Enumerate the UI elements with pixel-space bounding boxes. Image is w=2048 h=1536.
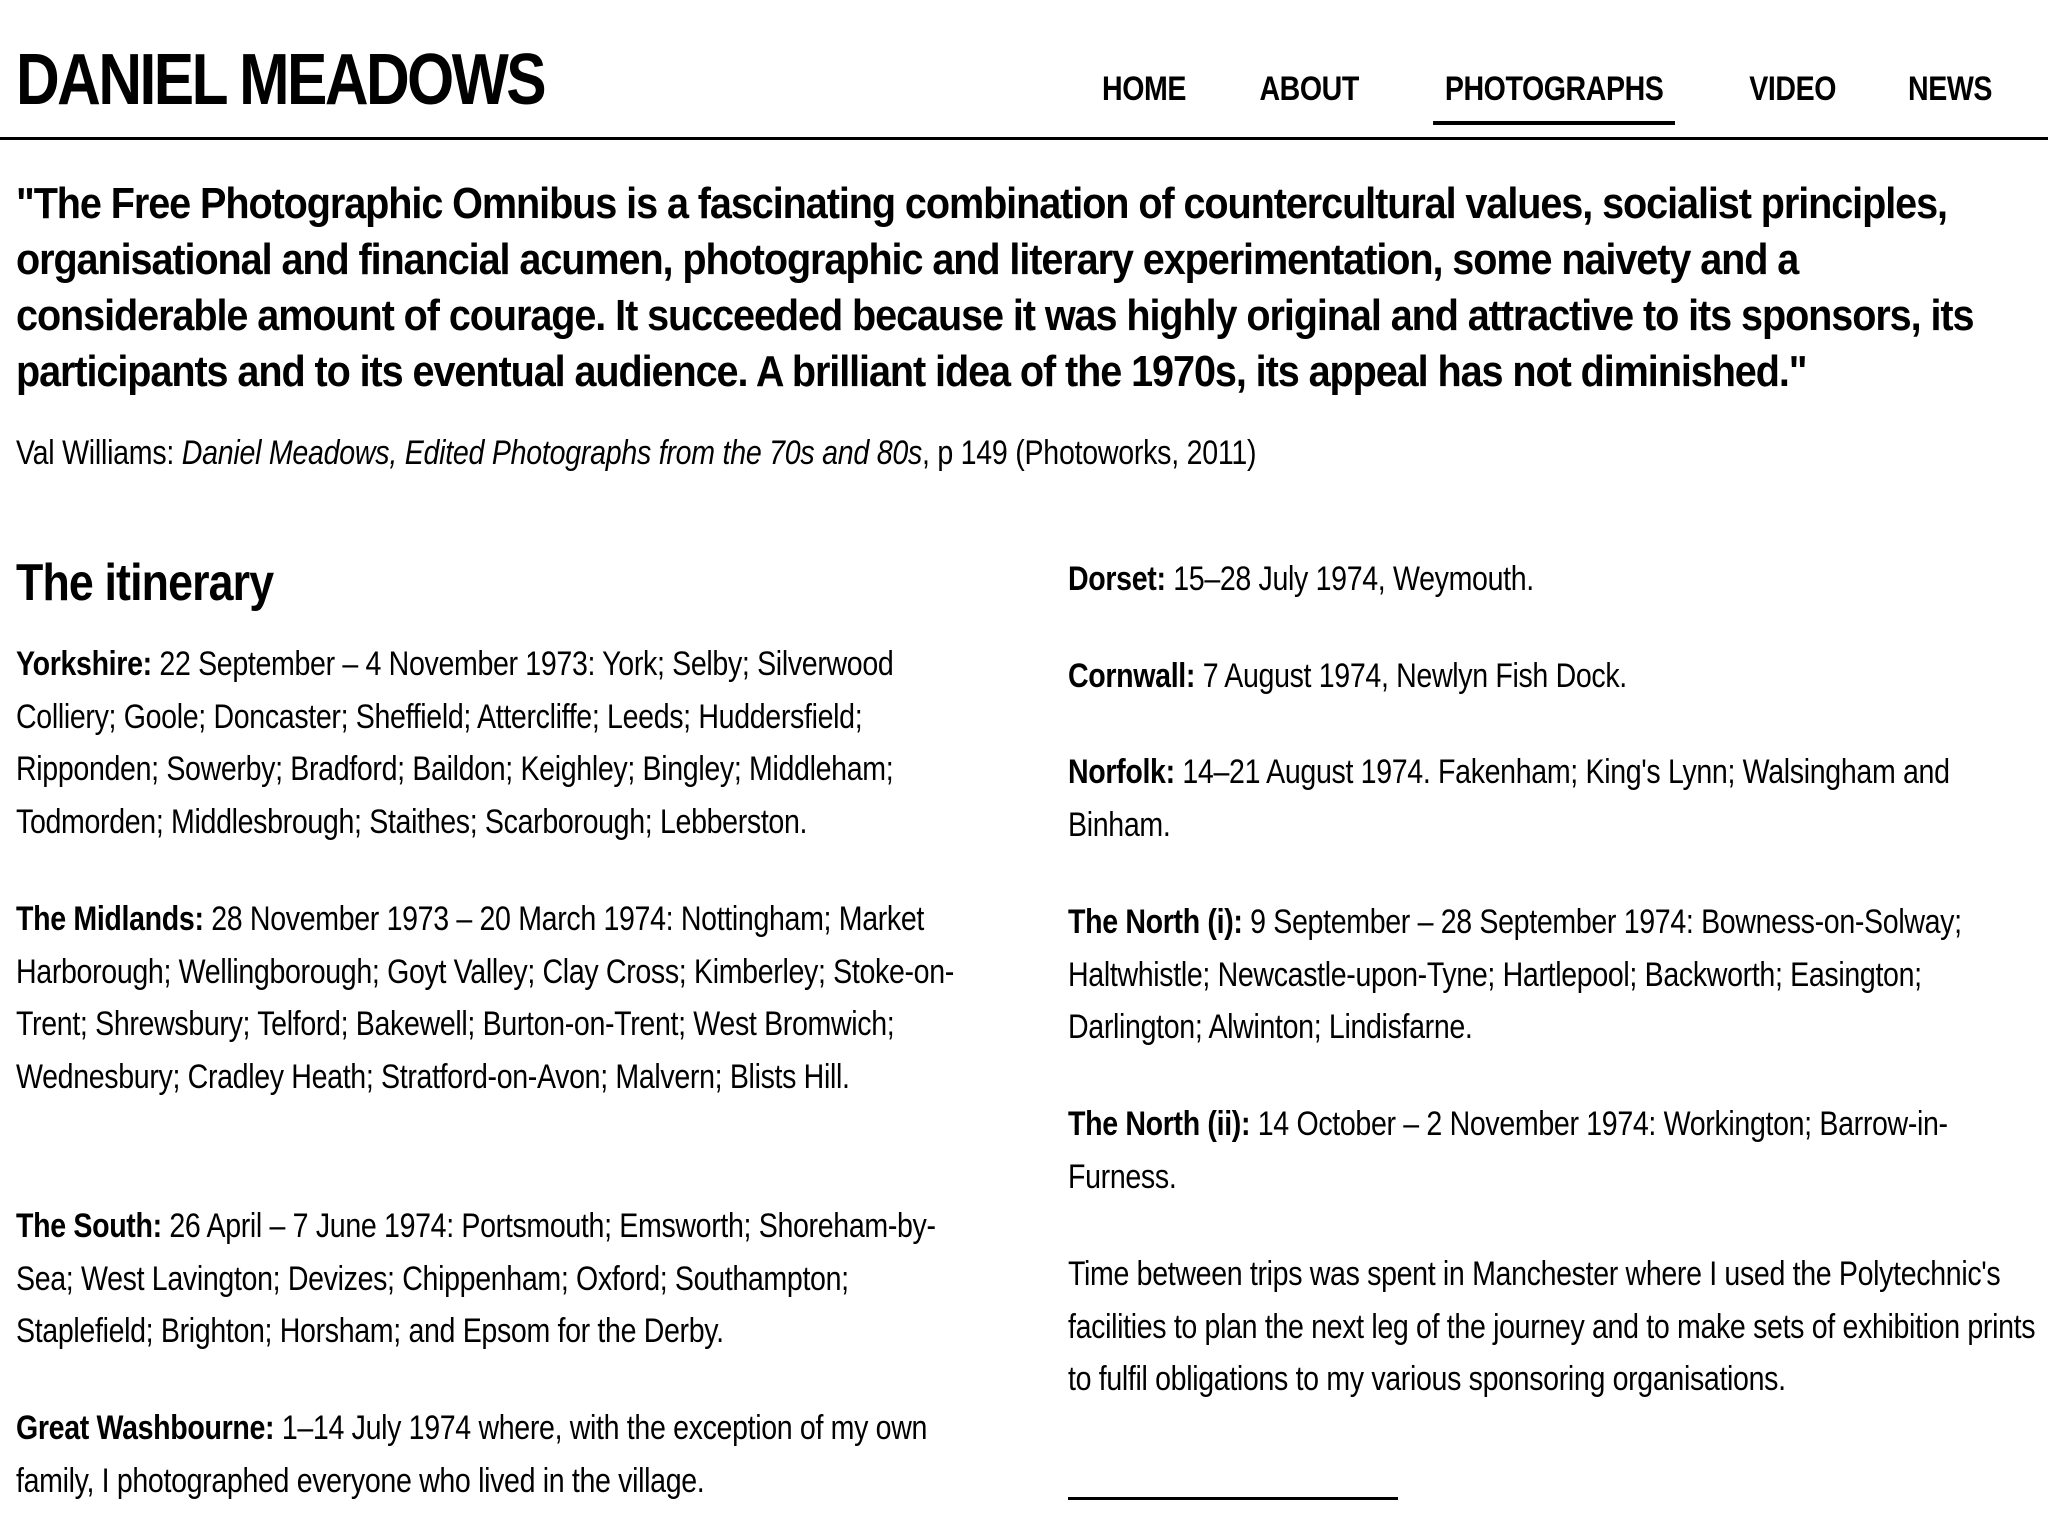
nav-video[interactable]: VIDEO	[1748, 70, 1836, 108]
entry-text: 1–14 July 1974 where, with the exception of my own family, I photographed everyone who lived in the village.	[16, 1409, 928, 1500]
itinerary-entry-yorkshire	[16, 638, 986, 848]
citation-author: Val Williams:	[16, 434, 182, 472]
entry-text: 7 August 1974, Newlyn Fish Dock.	[1195, 657, 1627, 695]
entry-region: Yorkshire:	[16, 645, 152, 683]
entry-text: 28 November 1973 – 20 March 1974: Nottingham; Market Harborough; Wellingborough; Goyt Valley; Clay Cross; Kimberley; Stoke-on-Trent; Shrewsbury; Telford; Bakewell; Burton-on-Trent; West Bromwich; Wednesbury; Cradley Heath; Stratford-on-Avon; Malvern; Blists Hill.	[16, 900, 954, 1096]
entry-text: 14–21 August 1974. Fakenham; King's Lynn; Walsingham and Binham.	[1068, 753, 1950, 844]
entry-region: The South:	[16, 1207, 162, 1245]
nav-news[interactable]: NEWS	[1908, 70, 1992, 108]
entry-region: Dorset:	[1068, 560, 1166, 598]
entry-region: Cornwall:	[1068, 657, 1196, 695]
itinerary-entry-midlands	[16, 893, 986, 1103]
nav-photographs[interactable]: PHOTOGRAPHS	[1433, 70, 1675, 125]
entry-region: The North (ii):	[1068, 1105, 1251, 1143]
entry-region: Great Washbourne:	[16, 1409, 275, 1447]
pull-quote-text: "The Free Photographic Omnibus is a fascinating combination of countercultural values, socialist principles, organisational and financial acumen, photographic and literary experimentation, some naivety and a considerable amount of courage. It succeeded because it was highly original and attractive to its sponsors, its participants and to its eventual audience. A brilliant idea of the 1970s, its appeal has not diminished."	[16, 179, 1974, 396]
nav-about[interactable]: ABOUT	[1259, 70, 1359, 108]
entry-text: 22 September – 4 November 1973: York; Selby; Silverwood Colliery; Goole; Doncaster; Sheffield; Attercliffe; Leeds; Huddersfield; Ripponden; Sowerby; Bradford; Baildon; Keighley; Bingley; Middleham; Todmorden; Middlesbrough; Staithes; Scarborough; Lebberston.	[16, 645, 894, 841]
entry-text: 15–28 July 1974, Weymouth.	[1165, 560, 1534, 598]
entry-region: The North (i):	[1068, 903, 1243, 941]
itinerary-entry-dorset	[1068, 553, 2042, 606]
itinerary-entry-norfolk	[1068, 746, 2042, 851]
itinerary-heading: The itinerary	[16, 554, 274, 612]
itinerary-closing-note: Time between trips was spent in Manchester where I used the Polytechnic's facilities to plan the next leg of the journey and to make sets of exhibition prints to fulfil obligations to my various sponsoring organisations.	[1068, 1255, 2036, 1398]
entry-text: 14 October – 2 November 1974: Workington; Barrow-in-Furness.	[1068, 1105, 1948, 1196]
section-divider	[1068, 1497, 1398, 1500]
site-header	[0, 0, 2048, 140]
itinerary-entry-south	[16, 1200, 986, 1358]
site-title[interactable]: DANIEL MEADOWS	[16, 40, 545, 120]
nav-home[interactable]: HOME	[1102, 70, 1187, 108]
itinerary-entry-north-ii	[1068, 1098, 2042, 1203]
entry-text: 9 September – 28 September 1974: Bowness-on-Solway; Haltwhistle; Newcastle-upon-Tyne; Hartlepool; Backworth; Easington; Darlington; Alwinton; Lindisfarne.	[1068, 903, 1962, 1046]
entry-text: 26 April – 7 June 1974: Portsmouth; Emsworth; Shoreham-by-Sea; West Lavington; Devizes; Chippenham; Oxford; Southampton; Staplefield; Brighton; Horsham; and Epsom for the Derby.	[16, 1207, 936, 1350]
entry-region: Norfolk:	[1068, 753, 1175, 791]
main-nav	[1052, 70, 2014, 125]
citation-details: , p 149 (Photoworks, 2011)	[921, 434, 1257, 472]
itinerary-entry-cornwall	[1068, 650, 2042, 703]
pull-quote	[16, 176, 1974, 400]
itinerary-entry-great-washbourne	[16, 1402, 986, 1507]
quote-citation	[16, 432, 1256, 474]
itinerary-entry-north-i	[1068, 896, 2042, 1054]
entry-region: The Midlands:	[16, 900, 204, 938]
citation-title: Daniel Meadows, Edited Photographs from the 70s and 80s	[181, 434, 922, 472]
